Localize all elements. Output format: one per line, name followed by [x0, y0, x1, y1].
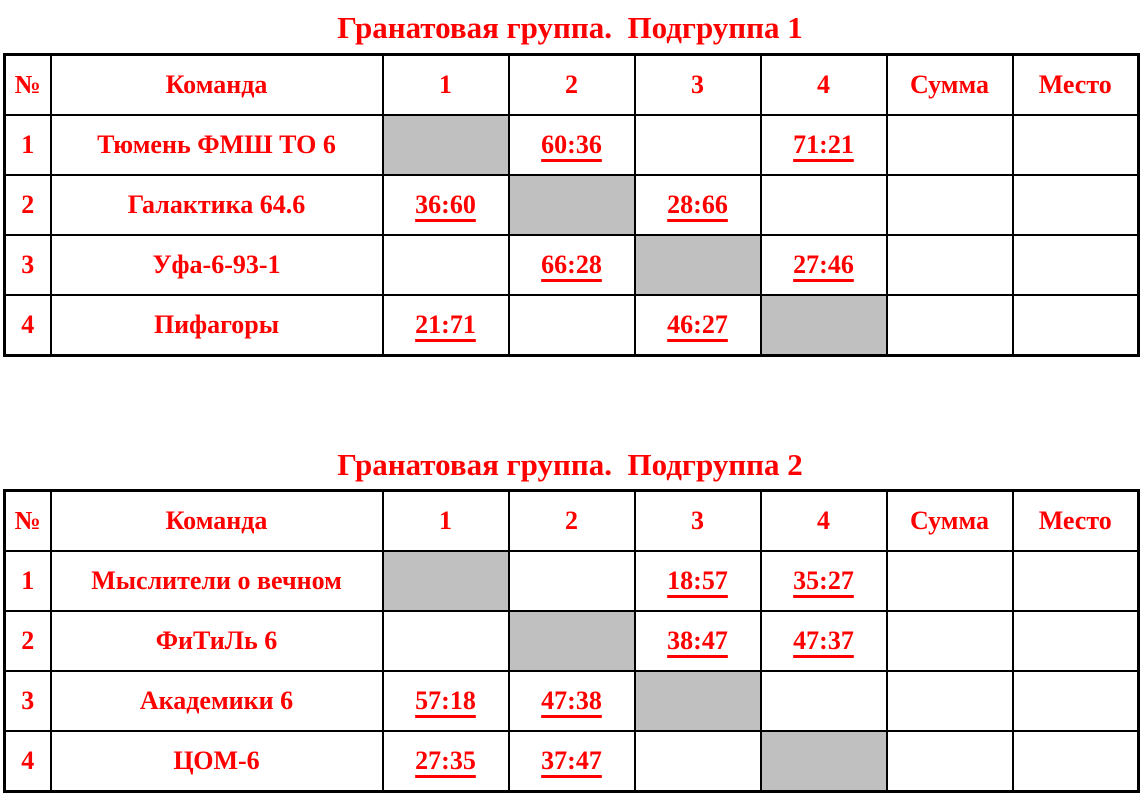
- sum-cell: [887, 611, 1013, 671]
- score-cell: 47:38: [509, 671, 635, 731]
- header-row: [5, 55, 1139, 116]
- column-header-3: 3: [635, 491, 761, 552]
- score-cell: [383, 611, 509, 671]
- column-header-3: 3: [635, 55, 761, 116]
- table-row: [5, 235, 1139, 295]
- row-number: 4: [5, 295, 51, 356]
- score-cell: 46:27: [635, 295, 761, 356]
- team-name: Академики 6: [51, 671, 383, 731]
- sum-cell: [887, 295, 1013, 356]
- place-cell: [1013, 295, 1139, 356]
- column-header-sum: Сумма: [887, 491, 1013, 552]
- column-header-number: №: [5, 55, 51, 116]
- score-cell: [383, 235, 509, 295]
- team-name: Уфа-6-93-1: [51, 235, 383, 295]
- self-play-cell: [635, 235, 761, 295]
- score-cell: 71:21: [761, 115, 887, 175]
- score-cell: [761, 175, 887, 235]
- table-row: [5, 175, 1139, 235]
- column-header-team: Команда: [51, 491, 383, 552]
- place-cell: [1013, 175, 1139, 235]
- table-row: [5, 551, 1139, 611]
- self-play-cell: [761, 295, 887, 356]
- score-cell: 37:47: [509, 731, 635, 792]
- place-cell: [1013, 731, 1139, 792]
- team-name: ФиТиЛь 6: [51, 611, 383, 671]
- column-header-4: 4: [761, 491, 887, 552]
- column-header-sum: Сумма: [887, 55, 1013, 116]
- header-row: [5, 491, 1139, 552]
- row-number: 4: [5, 731, 51, 792]
- self-play-cell: [509, 611, 635, 671]
- score-cell: 27:46: [761, 235, 887, 295]
- self-play-cell: [761, 731, 887, 792]
- score-cell: 66:28: [509, 235, 635, 295]
- score-cell: 57:18: [383, 671, 509, 731]
- table-row: [5, 295, 1139, 356]
- column-header-team: Команда: [51, 55, 383, 116]
- column-header-1: 1: [383, 55, 509, 116]
- column-header-2: 2: [509, 491, 635, 552]
- team-name: Тюмень ФМШ ТО 6: [51, 115, 383, 175]
- place-cell: [1013, 551, 1139, 611]
- sum-cell: [887, 731, 1013, 792]
- score-cell: 60:36: [509, 115, 635, 175]
- table-row: [5, 731, 1139, 792]
- sum-cell: [887, 551, 1013, 611]
- team-name: ЦОМ-6: [51, 731, 383, 792]
- table-row: [5, 115, 1139, 175]
- column-header-2: 2: [509, 55, 635, 116]
- score-cell: [761, 671, 887, 731]
- place-cell: [1013, 671, 1139, 731]
- row-number: 3: [5, 235, 51, 295]
- team-name: Мыслители о вечном: [51, 551, 383, 611]
- sum-cell: [887, 671, 1013, 731]
- score-cell: 35:27: [761, 551, 887, 611]
- score-cell: 28:66: [635, 175, 761, 235]
- sum-cell: [887, 235, 1013, 295]
- column-header-number: №: [5, 491, 51, 552]
- score-cell: 27:35: [383, 731, 509, 792]
- team-name: Пифагоры: [51, 295, 383, 356]
- place-cell: [1013, 115, 1139, 175]
- score-cell: [509, 551, 635, 611]
- column-header-4: 4: [761, 55, 887, 116]
- subgroup1-table: [3, 53, 1140, 357]
- column-header-1: 1: [383, 491, 509, 552]
- sum-cell: [887, 175, 1013, 235]
- subgroup2-table: [3, 489, 1140, 793]
- row-number: 1: [5, 115, 51, 175]
- score-cell: 38:47: [635, 611, 761, 671]
- score-cell: 36:60: [383, 175, 509, 235]
- score-cell: [635, 731, 761, 792]
- column-header-place: Место: [1013, 55, 1139, 116]
- score-cell: [635, 115, 761, 175]
- row-number: 2: [5, 175, 51, 235]
- table-row: [5, 611, 1139, 671]
- row-number: 3: [5, 671, 51, 731]
- score-cell: [509, 295, 635, 356]
- self-play-cell: [383, 115, 509, 175]
- subgroup2-title: Гранатовая группа. Подгруппа 2: [337, 447, 803, 482]
- place-cell: [1013, 235, 1139, 295]
- score-cell: 21:71: [383, 295, 509, 356]
- row-number: 1: [5, 551, 51, 611]
- score-cell: 47:37: [761, 611, 887, 671]
- self-play-cell: [383, 551, 509, 611]
- self-play-cell: [635, 671, 761, 731]
- place-cell: [1013, 611, 1139, 671]
- score-cell: 18:57: [635, 551, 761, 611]
- column-header-place: Место: [1013, 491, 1139, 552]
- row-number: 2: [5, 611, 51, 671]
- self-play-cell: [509, 175, 635, 235]
- subgroup1-title: Гранатовая группа. Подгруппа 1: [337, 10, 803, 45]
- team-name: Галактика 64.6: [51, 175, 383, 235]
- sum-cell: [887, 115, 1013, 175]
- table-row: [5, 671, 1139, 731]
